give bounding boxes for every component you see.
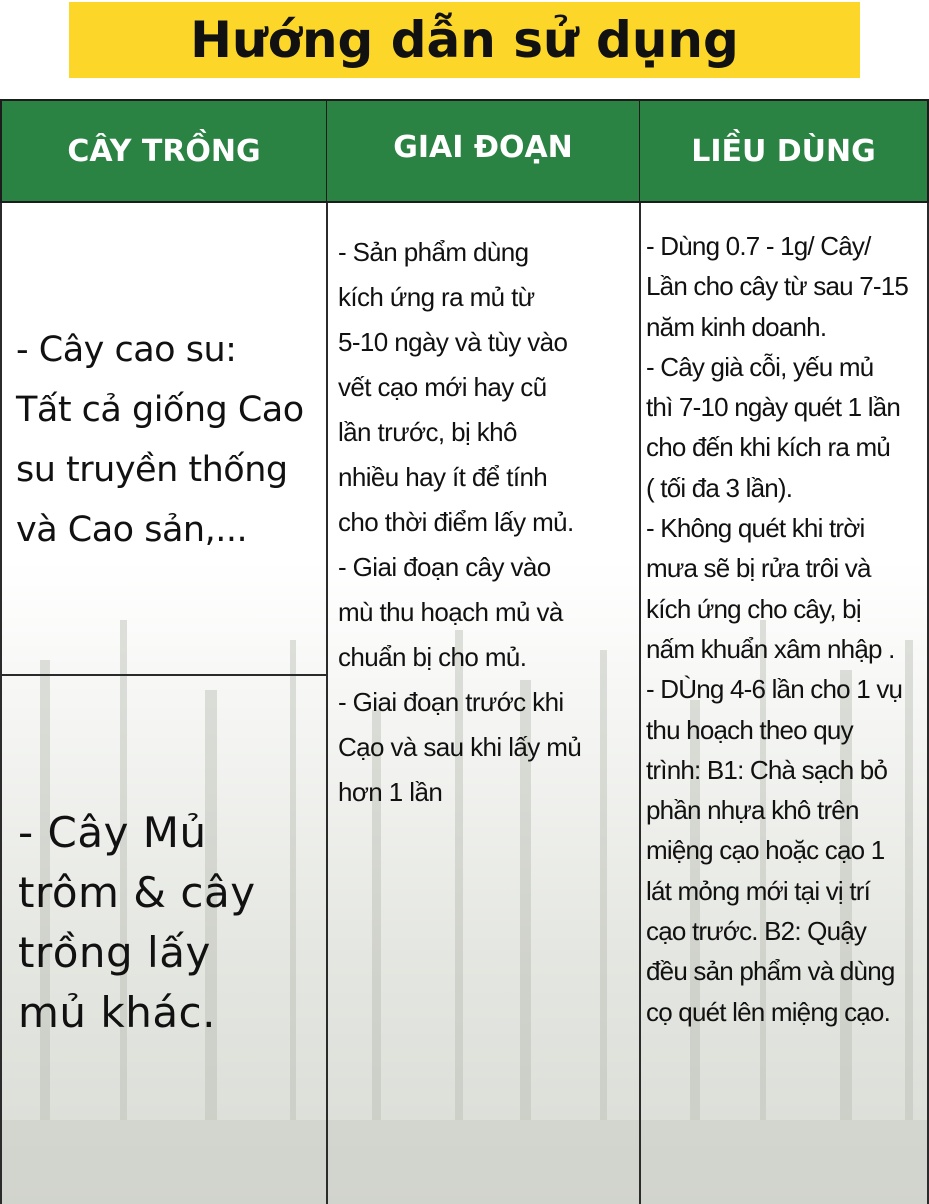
table-border-left: [0, 203, 2, 1204]
stage-text: - Sản phẩm dùng kích ứng ra mủ từ 5-10 ngày và tùy vào vết cạo mới hay cũ lần trước, bị khô nhiều hay ít để tính cho thời điểm lấy mủ. - Giai đoạn cây vào mù thu hoạch mủ và chuẩn bị cho mủ. - Giai đoạn trước khi Cạo và sau khi lấy mủ hơn 1 lần: [338, 237, 582, 807]
dosage-text: - Dùng 0.7 - 1g/ Cây/ Lần cho cây từ sau 7-15 năm kinh doanh. - Cây già cỗi, yếu mủ thì 7-10 ngày quét 1 lần cho đến khi kích ra mủ ( tối đa 3 lần). - Không quét khi trời mưa sẽ bị rửa trôi và kích ứng cho cây, bị nấm khuẩn xâm nhập . - DÙng 4-6 lần cho 1 vụ thu hoạch theo quy trình: B1: Chà sạch bỏ phần nhựa khô trên miệng cạo hoặc cạo 1 lát mỏng mới tại vị trí cạo trước. B2: Quậy đều sản phẩm và dùng cọ quét lên miệng cạo.: [646, 231, 909, 1027]
crop-rubber: - Cây cao su: Tất cả giống Cao su truyền thống và Cao sản,...: [16, 330, 304, 550]
page-title: Hướng dẫn sử dụng: [190, 11, 739, 69]
crop-row-divider: [0, 674, 327, 676]
table-divider-1: [326, 203, 328, 1204]
header-dosage: LIỀU DÙNG: [640, 99, 929, 203]
header-crop: CÂY TRỒNG: [0, 99, 327, 203]
header-stage: GIAI ĐOẠN: [327, 99, 640, 203]
table-divider-2: [639, 203, 641, 1204]
title-banner: [69, 2, 860, 78]
crop-other-latex: - Cây Mủ trôm & cây trồng lấy mủ khác.: [18, 808, 256, 1037]
